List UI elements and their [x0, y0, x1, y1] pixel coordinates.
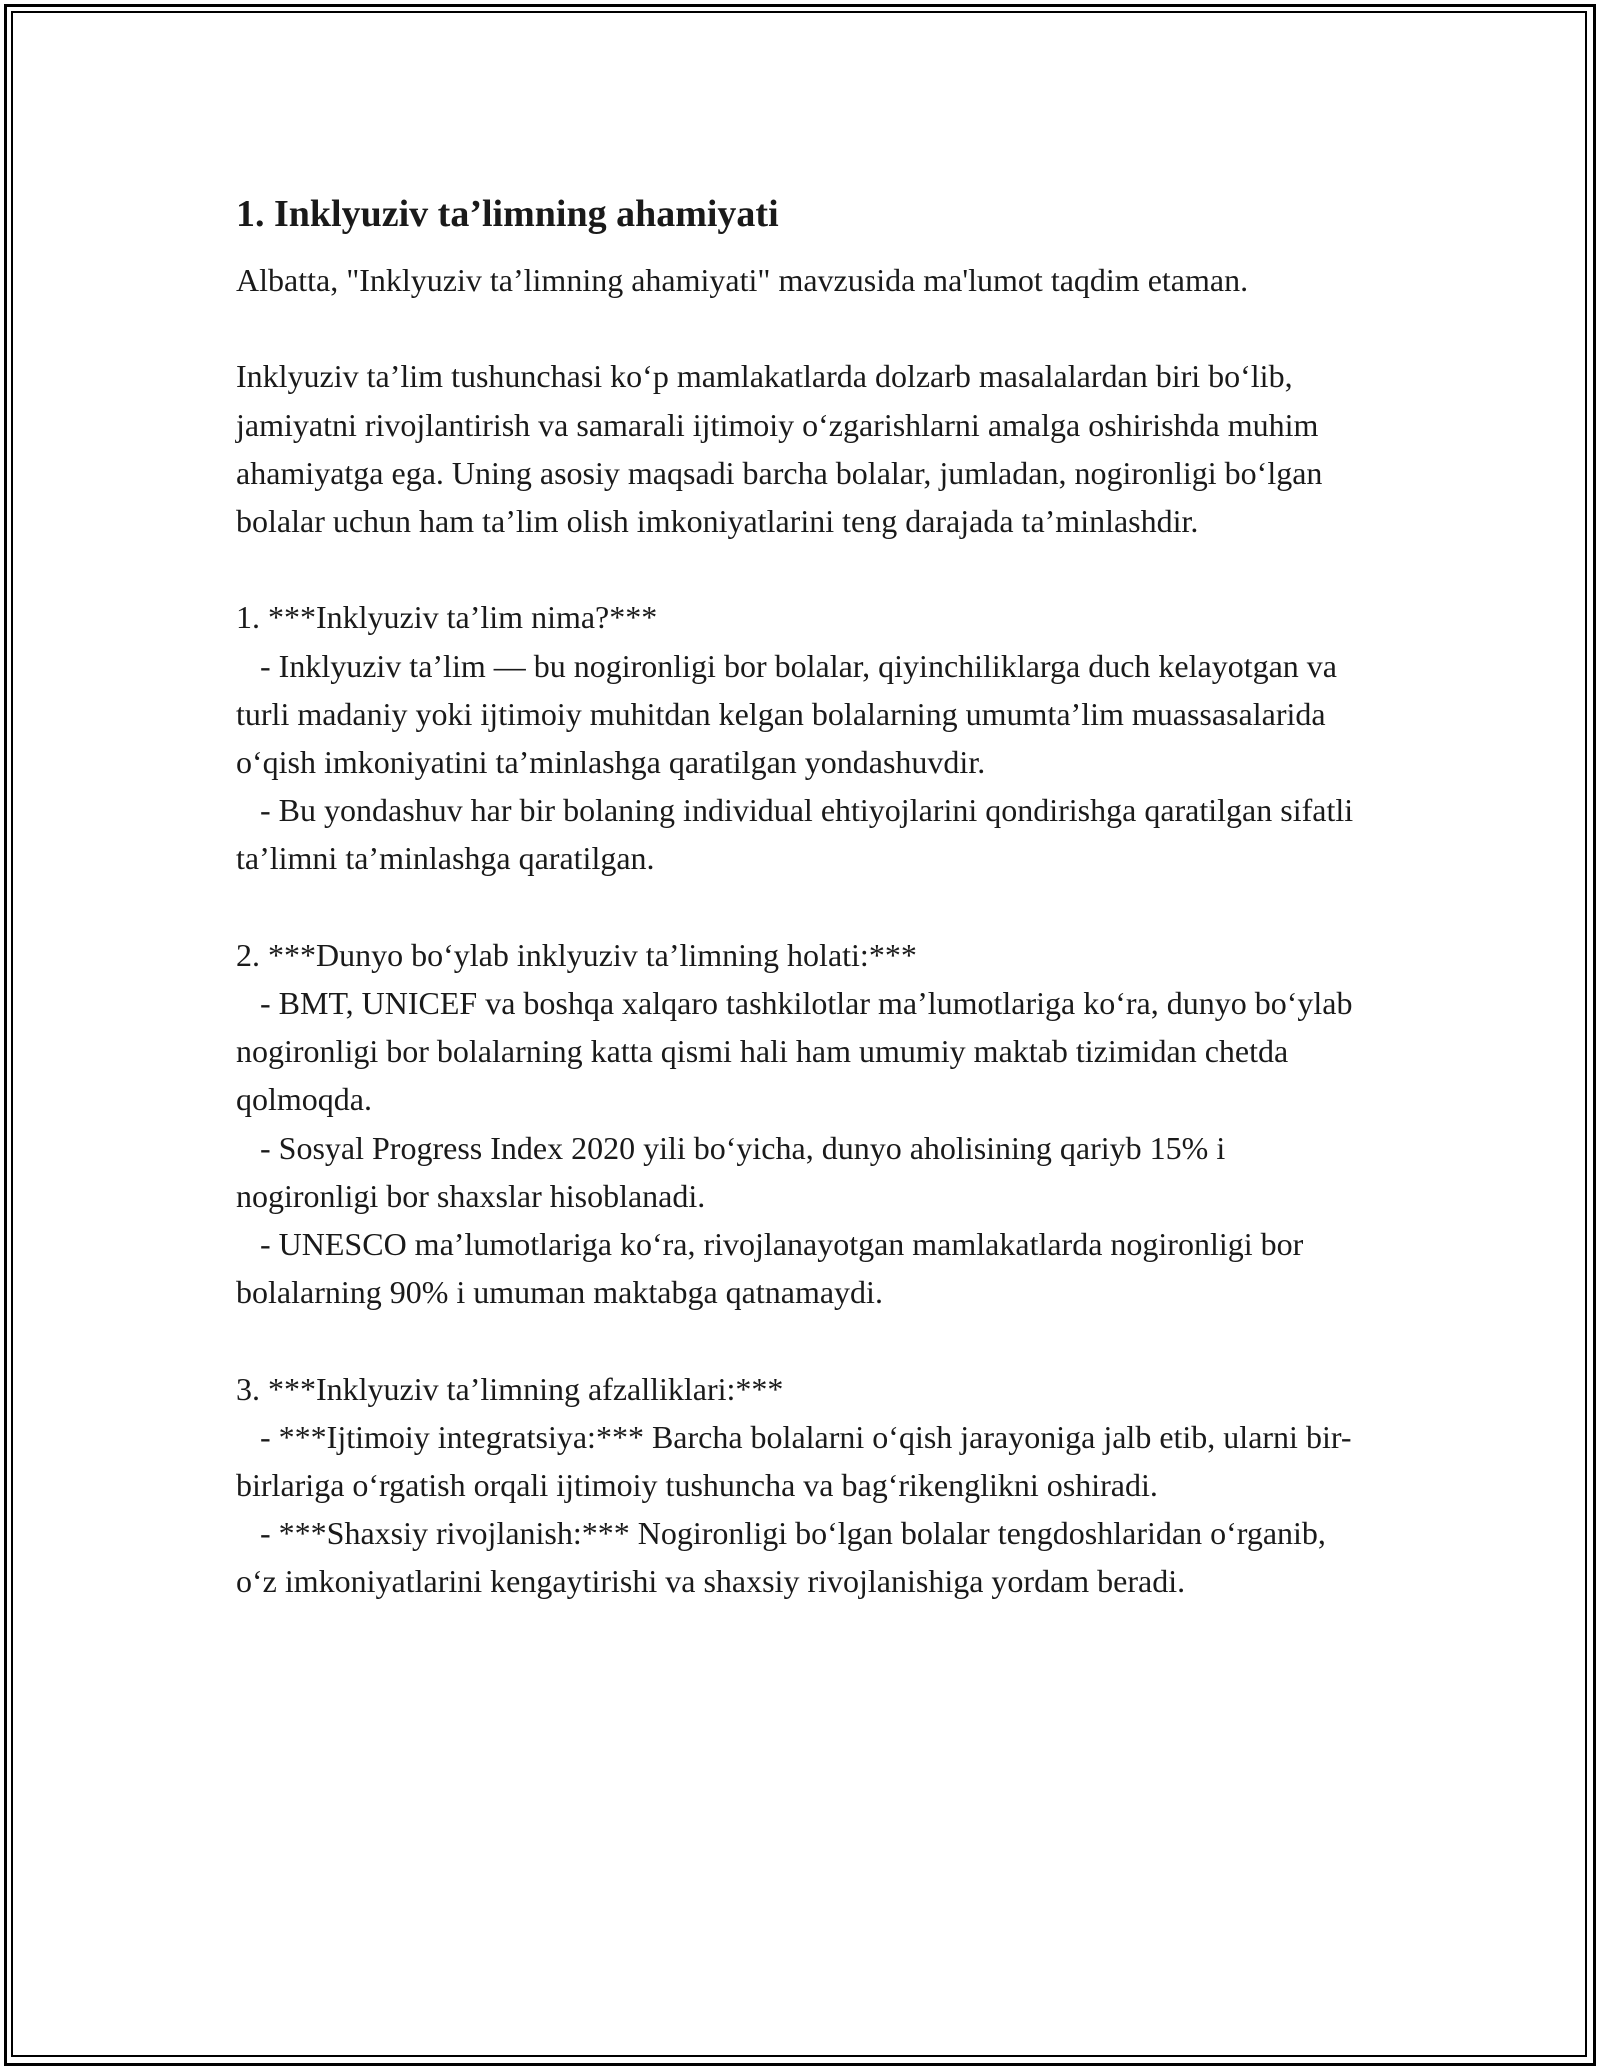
paragraph-gap: [236, 883, 1366, 931]
list-item: - Sosyal Progress Index 2020 yili bo‘yicha, dunyo aholisining qariyb 15% i nogironligi bor shaxslar hisoblanadi.: [236, 1129, 1234, 1214]
paragraph-gap: [236, 1316, 1366, 1364]
paragraph-gap: [236, 304, 1366, 352]
intro-paragraph: Albatta, "Inklyuziv ta’limning ahamiyati" mavzusida ma'lumot taqdim etaman.: [236, 262, 1249, 298]
section-title: 1. ***Inklyuziv ta’lim nima?***: [236, 599, 658, 636]
paragraph-gap: [236, 545, 1366, 593]
list-item: - UNESCO ma’lumotlariga ko‘ra, rivojlanayotgan mamlakatlarda nogironligi bor bolalarning 90% i umuman maktabga qatnamaydi.: [236, 1226, 1312, 1311]
section-title: 3. ***Inklyuziv ta’limning afzalliklari:***: [236, 1370, 784, 1407]
section-title: 2. ***Dunyo bo‘ylab inklyuziv ta’limning holati:***: [236, 936, 917, 973]
list-item: - ***Ijtimoiy integratsiya:*** Barcha bolalarni o‘qish jarayoniga jalb etib, ularni bir-birlariga o‘rgatish orqali ijtimoiy tushuncha va bag‘rikenglikni oshiradi.: [236, 1418, 1352, 1504]
list-item: - ***Shaxsiy rivojlanish:*** Nogironligi bo‘lgan bolalar tengdoshlaridan o‘rganib, o‘z imkoniyatlarini kengaytirishi va shaxsiy rivojlanishiga yordam beradi.: [236, 1515, 1334, 1600]
document-body: [236, 186, 1366, 1606]
list-item: - Bu yondashuv har bir bolaning individual ehtiyojlarini qondirishga qaratilgan sifatli ta’limni ta’minlashga qaratilgan.: [236, 792, 1362, 877]
section-2: [236, 931, 1366, 1317]
document-heading: 1. Inklyuziv ta’limning ahamiyati: [236, 193, 779, 235]
list-item: - BMT, UNICEF va boshqa xalqaro tashkilotlar ma’lumotlariga ko‘ra, dunyo bo‘ylab nogironligi bor bolalarning katta qismi hali ham umumiy maktab tizimidan chetda qolmoqda.: [236, 985, 1361, 1118]
list-item: - Inklyuziv ta’lim — bu nogironligi bor bolalar, qiyinchiliklarga duch kelayotgan va turli madaniy yoki ijtimoiy muhitdan kelgan bolalarning umumta’lim muassasalarida o‘qish imkoniyatini ta’minlashga qaratilgan yondashuvdir.: [236, 647, 1345, 780]
main-paragraph: Inklyuziv ta’lim tushunchasi ko‘p mamlakatlarda dolzarb masalalardan biri bo‘lib, jamiyatni rivojlantirish va samarali ijtimoiy o‘zgarishlarni amalga oshirishda muhim ahamiyatga ega. Uning asosiy maqsadi barcha bolalar, jumladan, nogironligi bo‘lgan bolalar uchun ham ta’lim olish imkoniyatlarini teng darajada ta’minlashdir.: [236, 358, 1331, 539]
section-1: [236, 593, 1366, 882]
section-3: [236, 1365, 1366, 1606]
